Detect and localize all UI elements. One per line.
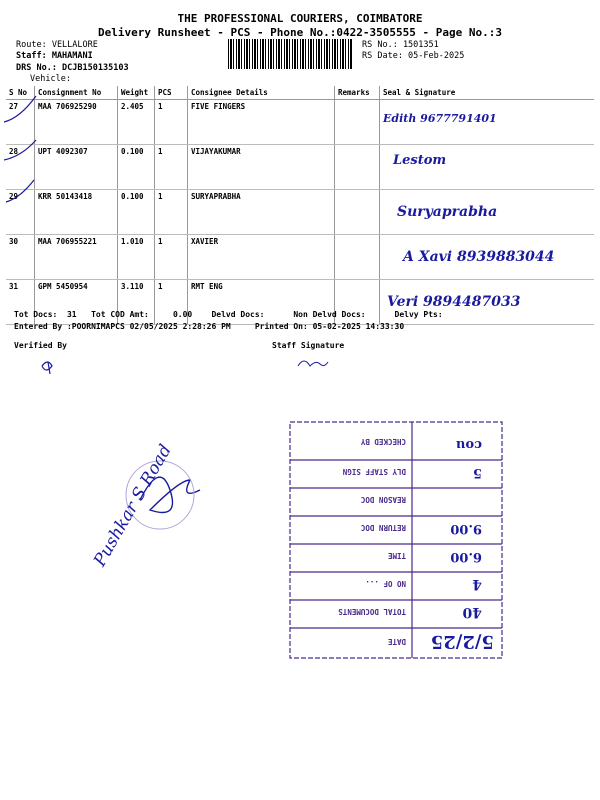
tick-mark — [4, 140, 36, 160]
company-title: THE PROFESSIONAL COURIERS, COIMBATORE — [177, 12, 423, 25]
col-weight: Weight — [118, 86, 155, 100]
col-signature: Seal & Signature — [380, 86, 595, 100]
col-consignee: Consignee Details — [188, 86, 335, 100]
row-consignee: SURYAPRABHA — [188, 190, 335, 235]
row-sno: 27 — [6, 100, 35, 145]
row-signature: A Xavi 8939883044 — [380, 235, 595, 280]
totals-line: Tot Docs: 31 Tot COD Amt: 0.00 Delvd Docs: Non Delvd Docs: Delvy Pts: — [14, 310, 443, 319]
vehicle-text: Vehicle: — [30, 74, 71, 84]
row-signature: Edith 9677791401 — [380, 100, 595, 145]
route-text: Route: VELLALORE — [16, 40, 98, 50]
row-weight: 0.100 — [118, 190, 155, 235]
stamp-text-block — [290, 420, 502, 656]
staff-signature-label: Staff Signature — [272, 341, 345, 350]
runsheet-subtitle: Delivery Runsheet - PCS - Phone No.:0422-3505555 - Page No.:3 — [98, 26, 502, 39]
row-weight: 1.010 — [118, 235, 155, 280]
tick-mark — [6, 180, 34, 202]
col-remarks: Remarks — [335, 86, 380, 100]
stamp-value: 40 — [462, 604, 482, 620]
row-signature: Suryaprabha — [380, 190, 595, 235]
stamp-label: REASON DOC — [360, 495, 406, 504]
row-pcs: 1 — [155, 235, 188, 280]
col-consignment: Consignment No — [35, 86, 118, 100]
rs-number: RS No.: 1501351 — [362, 40, 439, 50]
row-consignment: MAA 706955221 — [35, 235, 118, 280]
row-pcs: 1 — [155, 100, 188, 145]
row-sno: 30 — [6, 235, 35, 280]
row-pcs: 1 — [155, 190, 188, 235]
row-sno: 29 — [6, 190, 35, 235]
row-consignment: KRR 50143418 — [35, 190, 118, 235]
stamp-date-value: 5/2/25 — [430, 631, 494, 652]
verified-by-label: Verified By — [14, 341, 67, 350]
handwritten-side-note: Pushkar S Road — [90, 441, 176, 570]
stamp-label: TIME — [387, 551, 406, 560]
row-consignee: FIVE FINGERS — [188, 100, 335, 145]
stamp-value: 5 — [472, 465, 482, 480]
stamp-label: CHECKED BY — [360, 437, 406, 446]
row-sno: 28 — [6, 145, 35, 190]
row-pcs: 1 — [155, 280, 188, 325]
row-consignee: XAVIER — [188, 235, 335, 280]
stamp-label: NO OF ... — [365, 579, 406, 588]
stamp-value: 9.00 — [450, 521, 482, 536]
stamp-value: 4 — [472, 576, 482, 592]
staff-text: Staff: MAHAMANI — [16, 51, 93, 61]
drs-number: DRS No.: DCJB150135103 — [16, 63, 129, 73]
initials-mark — [42, 362, 52, 374]
row-consignee: VIJAYAKUMAR — [188, 145, 335, 190]
row-signature: Lestom — [380, 145, 595, 190]
row-signature: Veri 9894487033 — [380, 280, 595, 325]
col-pcs: PCS — [155, 86, 188, 100]
tick-mark — [4, 96, 36, 122]
row-consignment: MAA 706925290 — [35, 100, 118, 145]
row-consignee: RMT ENG — [188, 280, 335, 325]
col-sno: S No — [6, 86, 35, 100]
stamp-value: cou — [455, 437, 482, 452]
row-weight: 2.405 — [118, 100, 155, 145]
stamp-label: DATE — [387, 637, 406, 646]
entered-by-line: Entered By :POORNIMAPCS 02/05/2025 2:28:26 PM Printed On: 05-02-2025 14:33:30 — [14, 322, 405, 331]
row-consignment: GPM 5450954 — [35, 280, 118, 325]
stamp-label: RETURN DOC — [360, 523, 406, 532]
rs-date: RS Date: 05-Feb-2025 — [362, 51, 465, 61]
row-consignment: UPT 4092307 — [35, 145, 118, 190]
row-sno: 31 — [6, 280, 35, 325]
stamp-label: TOTAL DOCUMENTS — [338, 607, 406, 616]
stamp-value: 6.00 — [450, 549, 482, 564]
row-weight: 3.110 — [118, 280, 155, 325]
initials-mark — [298, 361, 328, 366]
row-pcs: 1 — [155, 145, 188, 190]
stamp-label: DLY STAFF SIGN — [342, 467, 406, 476]
row-weight: 0.100 — [118, 145, 155, 190]
